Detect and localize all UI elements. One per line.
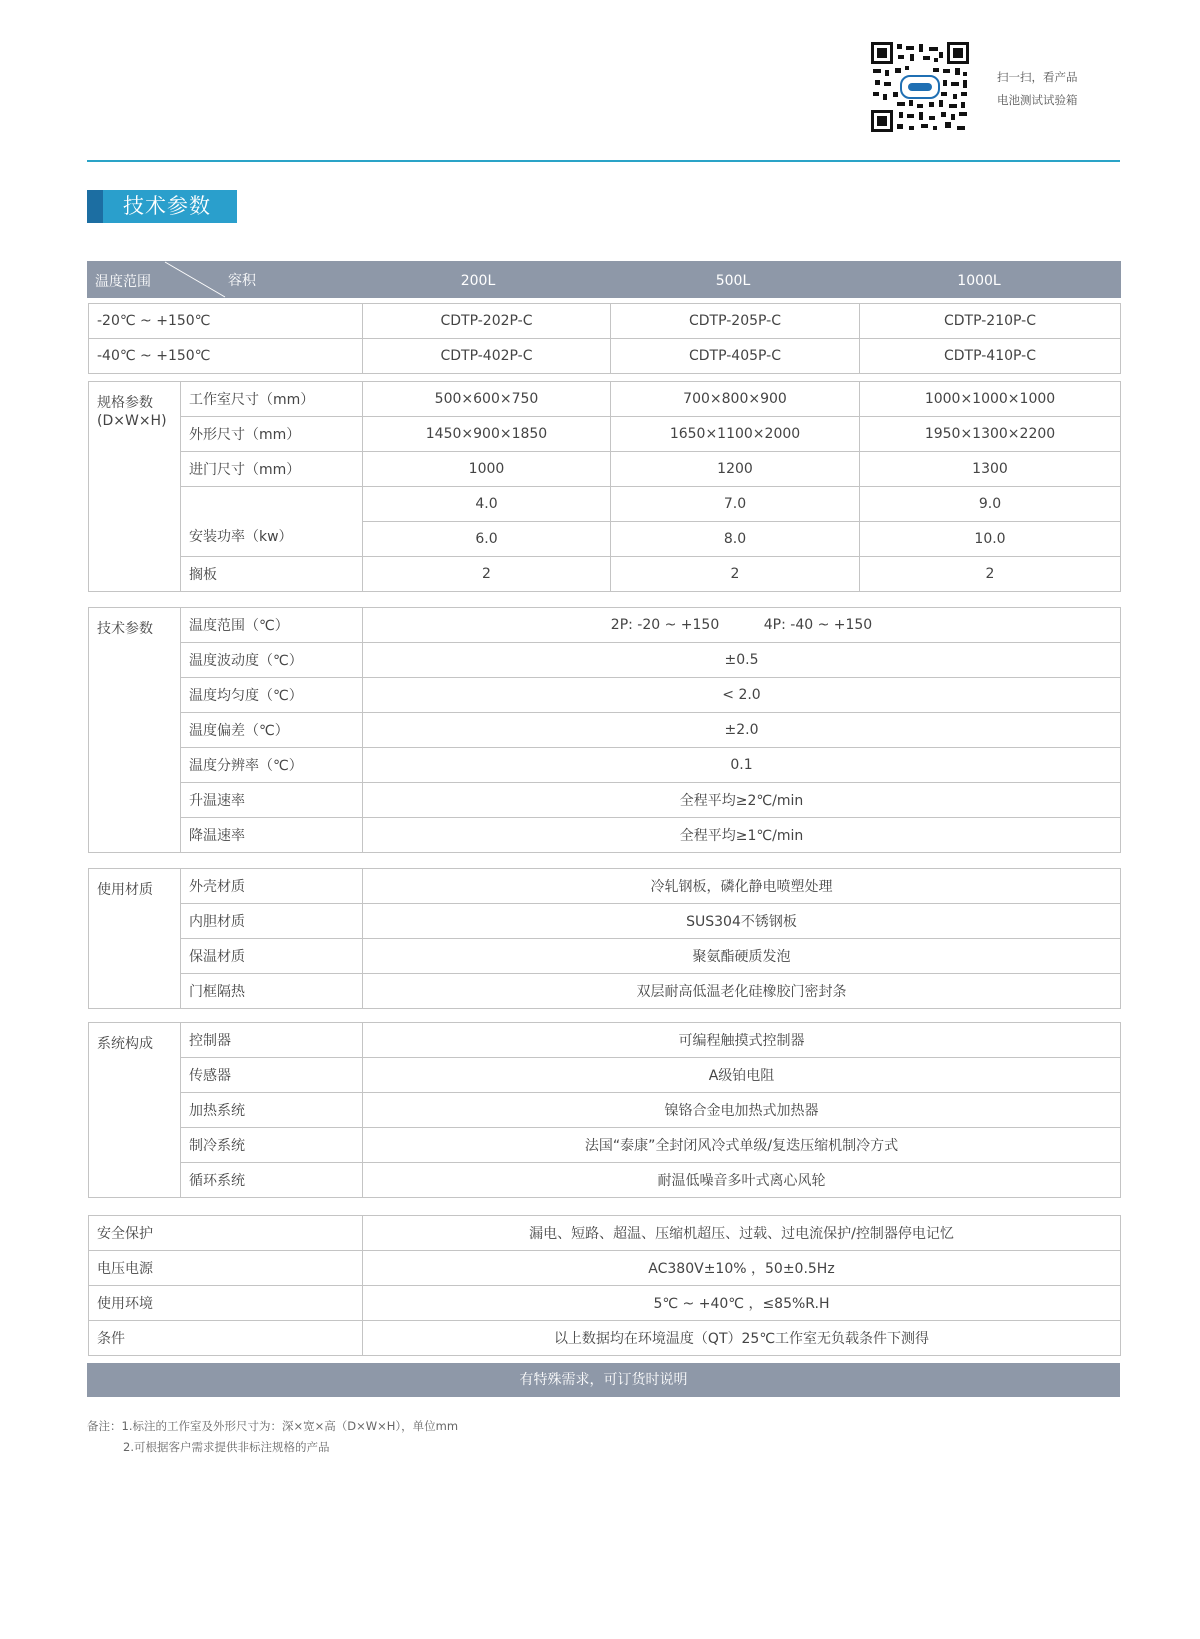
table-row [89, 1216, 1121, 1251]
table-row [89, 748, 1121, 783]
misc-value: 以上数据均在环境温度（QT）25℃工作室无负载条件下测得 [363, 1321, 1121, 1356]
shelf-cell: 2 [363, 557, 611, 592]
table-row [89, 487, 1121, 522]
qr-code-image [871, 42, 969, 132]
tech-value: ±0.5 [363, 643, 1121, 678]
model-cell: CDTP-202P-C [363, 304, 611, 339]
misc-label: 电压电源 [89, 1251, 363, 1286]
misc-value: AC380V±10% ，50±0.5Hz [363, 1251, 1121, 1286]
model-cell: CDTP-405P-C [611, 339, 860, 374]
system-value: 法国“泰康”全封闭风冷式单级/复迭压缩机制冷方式 [363, 1128, 1121, 1163]
table-row [89, 713, 1121, 748]
shelf-cell: 2 [860, 557, 1121, 592]
tech-value: 全程平均≥1℃/min [363, 818, 1121, 853]
table-row [89, 608, 1121, 643]
header-col-500l: 500L [715, 273, 751, 289]
section-title: 技术参数 [87, 190, 237, 223]
material-category: 使用材质 [89, 869, 181, 1009]
system-label: 循环系统 [181, 1163, 363, 1198]
power-cell: 7.0 [611, 487, 860, 522]
table-row [89, 939, 1121, 974]
system-label: 控制器 [181, 1023, 363, 1058]
power-label: 安装功率（kw） [181, 487, 363, 557]
table-row [89, 1163, 1121, 1198]
table-row [89, 869, 1121, 904]
misc-label: 安全保护 [89, 1216, 363, 1251]
tech-category: 技术参数 [89, 608, 181, 853]
tech-label: 降温速率 [181, 818, 363, 853]
spec-cell: 1450×900×1850 [363, 417, 611, 452]
spec-cell: 1000 [363, 452, 611, 487]
spec-cell: 1000×1000×1000 [860, 382, 1121, 417]
note-line2: 2.可根据客户需求提供非标注规格的产品 [123, 1440, 330, 1454]
system-category: 系统构成 [89, 1023, 181, 1198]
shelf-label: 搁板 [181, 557, 363, 592]
tech-label: 温度范围（℃） [181, 608, 363, 643]
spec-label: 工作室尺寸（mm） [181, 382, 363, 417]
tech-label: 升温速率 [181, 783, 363, 818]
table-row [89, 1058, 1121, 1093]
qr-caption-line1: 扫一扫，看产品 [997, 70, 1078, 84]
spec-cell: 1300 [860, 452, 1121, 487]
spec-category-line2: (D×W×H) [97, 413, 167, 429]
spec-label: 进门尺寸（mm） [181, 452, 363, 487]
spec-category [89, 382, 181, 592]
system-label: 传感器 [181, 1058, 363, 1093]
tech-value: < 2.0 [363, 678, 1121, 713]
special-request-bar: 有特殊需求，可订货时说明 [87, 1363, 1120, 1397]
spec-cell: 700×800×900 [611, 382, 860, 417]
qr-caption-line2: 电池测试试验箱 [997, 93, 1078, 107]
table-row [89, 904, 1121, 939]
table-row [89, 557, 1121, 592]
header-col-1000l: 1000L [957, 273, 1001, 289]
model-cell: CDTP-210P-C [860, 304, 1121, 339]
table-row [89, 417, 1121, 452]
note-line1: 备注：1.标注的工作室及外形尺寸为：深×宽×高（D×W×H），单位mm [87, 1419, 459, 1433]
system-value: A级铂电阻 [363, 1058, 1121, 1093]
model-cell: CDTP-205P-C [611, 304, 860, 339]
table-row [89, 678, 1121, 713]
table-row [89, 1286, 1121, 1321]
tech-value: 全程平均≥2℃/min [363, 783, 1121, 818]
table-row [89, 783, 1121, 818]
material-label: 保温材质 [181, 939, 363, 974]
power-cell: 4.0 [363, 487, 611, 522]
table-row [89, 382, 1121, 417]
tech-label: 温度波动度（℃） [181, 643, 363, 678]
power-cell: 6.0 [363, 522, 611, 557]
system-table [88, 1022, 1121, 1198]
material-label: 外壳材质 [181, 869, 363, 904]
tech-label: 温度分辨率（℃） [181, 748, 363, 783]
header-temp-range: 温度范围 [95, 274, 151, 290]
models-table [88, 303, 1121, 374]
spec-category-line1: 规格参数 [97, 395, 153, 411]
top-divider [87, 160, 1120, 162]
misc-label: 使用环境 [89, 1286, 363, 1321]
table-header [87, 261, 1121, 298]
tech-value: 0.1 [363, 748, 1121, 783]
tech-label: 温度偏差（℃） [181, 713, 363, 748]
material-value: SUS304不锈钢板 [363, 904, 1121, 939]
spec-cell: 1650×1100×2000 [611, 417, 860, 452]
misc-label: 条件 [89, 1321, 363, 1356]
table-row [89, 1093, 1121, 1128]
tech-table [88, 607, 1121, 853]
qr-caption [997, 66, 1078, 112]
tech-label: 温度均匀度（℃） [181, 678, 363, 713]
header-volume: 容积 [228, 273, 256, 289]
power-cell: 9.0 [860, 487, 1121, 522]
table-row [89, 452, 1121, 487]
system-label: 制冷系统 [181, 1128, 363, 1163]
misc-table [88, 1215, 1121, 1356]
table-row [89, 1023, 1121, 1058]
spec-cell: 1200 [611, 452, 860, 487]
material-label: 内胆材质 [181, 904, 363, 939]
tech-value: 2P: -20 ~ +150 4P: -40 ~ +150 [363, 608, 1121, 643]
power-cell: 8.0 [611, 522, 860, 557]
table-row [89, 1321, 1121, 1356]
material-label: 门框隔热 [181, 974, 363, 1009]
table-row [89, 643, 1121, 678]
model-cell: CDTP-410P-C [860, 339, 1121, 374]
model-range: -20℃ ~ +150℃ [89, 304, 363, 339]
spec-table [88, 381, 1121, 592]
misc-value: 5℃ ~ +40℃ ，≤85%R.H [363, 1286, 1121, 1321]
misc-value: 漏电、短路、超温、压缩机超压、过载、过电流保护/控制器停电记忆 [363, 1216, 1121, 1251]
table-row [89, 339, 1121, 374]
table-row [89, 1128, 1121, 1163]
spec-cell: 1950×1300×2200 [860, 417, 1121, 452]
table-row [89, 974, 1121, 1009]
system-value: 耐温低噪音多叶式离心风轮 [363, 1163, 1121, 1198]
table-row [89, 818, 1121, 853]
header-col-200l: 200L [460, 273, 496, 289]
material-value: 聚氨酯硬质发泡 [363, 939, 1121, 974]
material-value: 双层耐高低温老化硅橡胶门密封条 [363, 974, 1121, 1009]
table-row [89, 304, 1121, 339]
system-value: 可编程触摸式控制器 [363, 1023, 1121, 1058]
model-range: -40℃ ~ +150℃ [89, 339, 363, 374]
notes [87, 1416, 458, 1458]
spec-label: 外形尺寸（mm） [181, 417, 363, 452]
system-value: 镍铬合金电加热式加热器 [363, 1093, 1121, 1128]
shelf-cell: 2 [611, 557, 860, 592]
system-label: 加热系统 [181, 1093, 363, 1128]
material-table [88, 868, 1121, 1009]
table-row [89, 1251, 1121, 1286]
tech-value: ±2.0 [363, 713, 1121, 748]
spec-cell: 500×600×750 [363, 382, 611, 417]
model-cell: CDTP-402P-C [363, 339, 611, 374]
material-value: 冷轧钢板，磷化静电喷塑处理 [363, 869, 1121, 904]
power-cell: 10.0 [860, 522, 1121, 557]
